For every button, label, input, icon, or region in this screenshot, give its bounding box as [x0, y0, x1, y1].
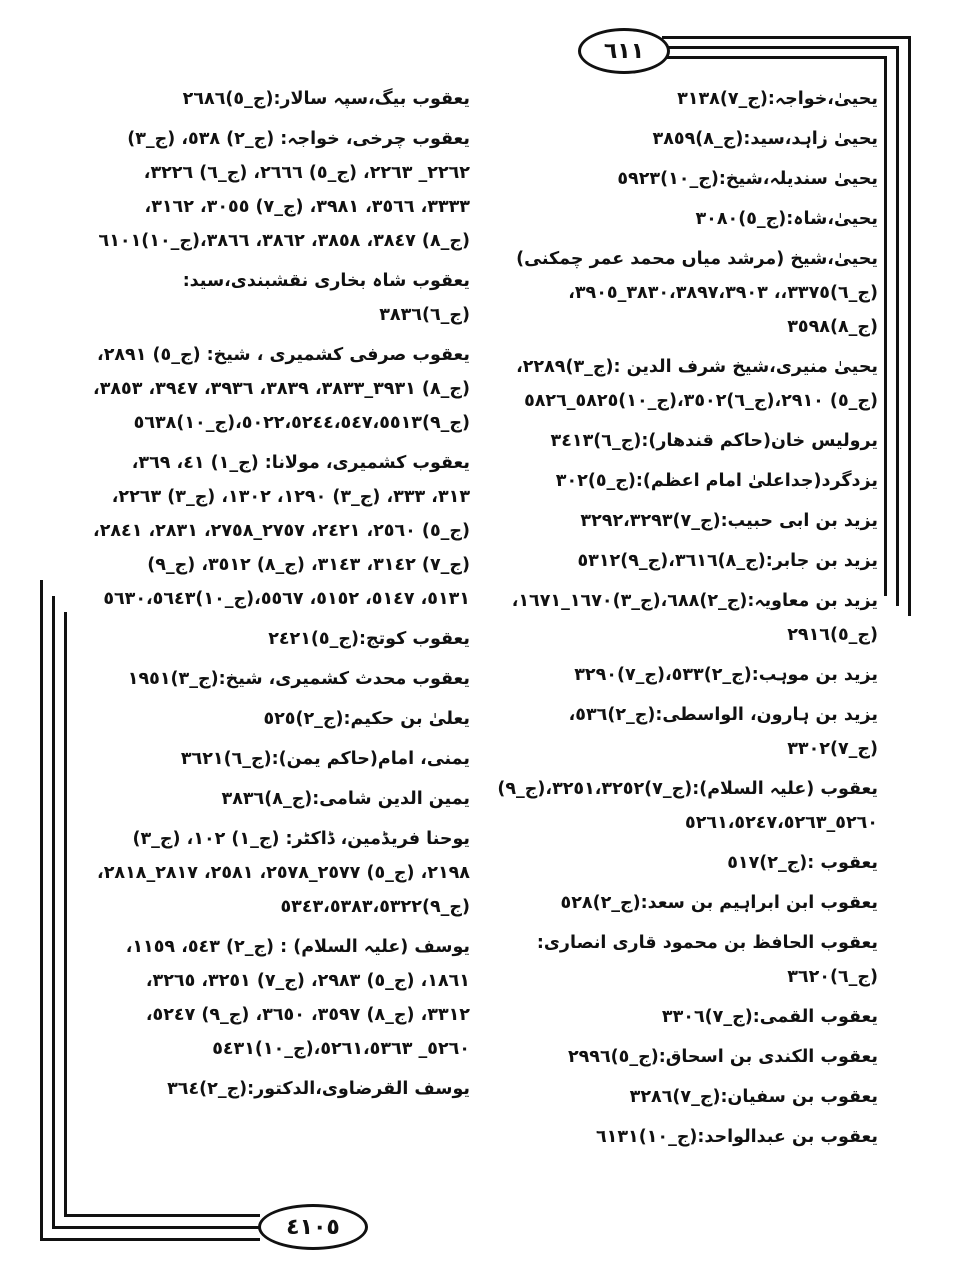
index-entry: یوحنا فریڈمین، ڈاکٹر: (ج_١) ١٠٢، (ج_٣) ٢١٩٨، (ج_٥) ٢٥٧٧_٢٥٧٨، ٢٥٨١، ٢٨١٧_٢٨١٨، (ج_٩)٥٣٤٣،٥٣٨٣،٥٣٢٢	[97, 829, 470, 917]
index-entry: یعقوب (علیہ السلام):(ج_٧)٣٢٥١،٣٢٥٢،(ج_٩) ٥٢٦٠_٥٢٦١،٥٢٤٧،٥٢٦٣	[497, 779, 878, 833]
index-entry: یحییٰ سندیلہ،شیخ:(ج_١٠)٥٩٢٣	[617, 169, 878, 189]
index-entry: یعقوب چرخی، خواجہ: (ج_٢) ٥٣٨، (ج_٣) ٢٢٦٢_ ٢٢٦٣، (ج_٥) ٢٦٦٦، (ج_٦) ٣٢٢٦، ٣٣٣٣، ٣٥٦٦، ٣٩٨١، (ج_٧) ٣٠٥٥، ٣١٦٢، (ج_٨) ٣٨٤٧، ٣٨٥٨، ٣٨٦٢، ٣٨٦٦،(ج_١٠)٦١٠١	[98, 129, 470, 251]
index-entry: یمین الدین شامی:(ج_٨)٣٨٣٦	[221, 789, 470, 809]
left-column	[92, 82, 470, 1112]
index-entry: یزید بن ابی حبیب:(ج_٧)٣٢٩٢،٣٢٩٣	[580, 511, 878, 531]
index-entry: یحییٰ زاہد،سید:(ج_٨)٣٨٥٩	[652, 129, 878, 149]
frame-right-line-3	[884, 56, 887, 596]
index-entry: یعقوب بیگ،سپہ سالار:(ج_٥)٢٦٨٦	[182, 89, 470, 109]
frame-top-line-3	[662, 56, 886, 59]
index-entry: یزدگرد(جداعلیٰ امام اعظم):(ج_٥)٣٠٢	[555, 471, 878, 491]
index-entry: یزید بن موہب:(ج_٢)٥٣٣،(ج_٧)٣٢٩٠	[574, 665, 878, 685]
footer-oval	[258, 1204, 368, 1250]
index-entry: یحییٰ،شاہ:(ج_٥)٣٠٨٠	[695, 209, 878, 229]
index-entry: یوسف (علیہ السلام) : (ج_٢) ٥٤٣، ١١٥٩، ١٨٦١، (ج_٥) ٢٩٨٣، (ج_٧) ٣٢٥١، ٣٢٦٥، ٣٣١٢، (ج_٨) ٣٥٩٧، ٣٦٥٠، (ج_٩) ٥٢٤٧، ٥٢٦٠_ ٥٢٦١،٥٣٦٣،(ج_١٠)٥٤٣١	[125, 937, 470, 1059]
index-entry: یعلیٰ بن حکیم:(ج_٢)٥٢٥	[263, 709, 470, 729]
frame-top-line-1	[662, 36, 910, 39]
frame-bottom-line-1	[40, 1238, 260, 1241]
frame-bottom-line-3	[64, 1214, 260, 1217]
index-entry: یعقوب صرفی کشمیری ، شیخ: (ج_٥) ٢٨٩١، (ج_٨) ٣٩٣١_٣٨٣٣، ٣٨٣٩، ٣٩٣٦، ٣٩٤٧، ٣٨٥٣، (ج_٩)٥٠٢٢،٥٢٤٤،٥٤٧،٥٥١٣،(ج_١٠)٥٦٣٨	[93, 345, 470, 433]
index-entry: یعقوب محدث کشمیری، شیخ:(ج_٣)١٩٥١	[127, 669, 470, 689]
index-entry: یمنی، امام(حاکم یمن):(ج_٦)٣٦٢١	[180, 749, 470, 769]
index-entry: یزید بن ہارون، الواسطی:(ج_٢)٥٣٦،(ج_٧)٣٣٠٢	[568, 705, 878, 759]
index-entry: یزید بن جابر:(ج_٨)٣٦١٦،(ج_٩)٥٣١٢	[577, 551, 878, 571]
frame-left-line-3	[64, 612, 67, 1216]
index-entry: یعقوب بن عبدالواحد:(ج_١٠)٦١٣١	[595, 1127, 878, 1147]
index-entry: یحییٰ،خواجہ:(ج_٧)٣١٣٨	[677, 89, 878, 109]
frame-right-line-2	[896, 46, 899, 606]
index-entry: یعقوب کشمیری، مولانا: (ج_١) ٤١، ٣٦٩، ٣١٣، ٣٣٣، (ج_٣) ١٢٩٠، ١٣٠٢، (ج_٣) ٢٢٦٣، (ج_٥) ٢٥٦٠، ٢٤٢١، ٢٧٥٧_٢٧٥٨، ٢٨٣١، ٢٨٤١، (ج_٧) ٣١٤٢، ٣١٤٣، (ج_٨) ٣٥١٢، (ج_٩) ٥١٣١، ٥١٤٧، ٥١٥٢، ٥٥٦٧،(ج_١٠)٥٦٣٠،٥٦٤٣	[93, 453, 470, 609]
frame-right-line-1	[908, 36, 911, 616]
frame-top-line-2	[662, 46, 898, 49]
index-entry: یعقوب کوتج:(ج_٥)٢٤٢١	[268, 629, 470, 649]
index-entry: یعقوب القمی:(ج_٧)٣٣٠٦	[661, 1007, 878, 1027]
frame-left-line-1	[40, 580, 43, 1240]
index-entry: یعقوب شاہ بخاری نقشبندی،سید:(ج_٦)٣٨٣٦	[182, 271, 470, 325]
frame-bottom-line-2	[52, 1226, 260, 1229]
index-entry: یوسف القرضاوی،الدکتور:(ج_٢)٣٦٤	[167, 1079, 470, 1099]
index-entry: یعقوب بن سفیان:(ج_٧)٣٢٨٦	[629, 1087, 878, 1107]
page-number: ٦١١	[603, 38, 645, 64]
index-entry: یحییٰ،شیخ (مرشد میاں محمد عمر چمکنی) (ج_٦)٣٣٧٥،، ٣٨٣٠،٣٨٩٧،٣٩٠٣_٣٩٠٥،(ج_٨)٣٥٩٨	[516, 249, 878, 337]
index-entry: یعقوب الحافظ بن محمود قاری انصاری:(ج_٦)٣٦٢٠	[536, 933, 878, 987]
index-entry: یرولیس خان(حاکم قندھار):(ج_٦)٣٤١٣	[550, 431, 878, 451]
index-entry: یزید بن معاویہ:(ج_٢)٦٨٨،(ج_٣)١٦٧٠_١٦٧١، (ج_٥)٢٩١٦	[511, 591, 878, 645]
right-column	[490, 82, 878, 1160]
index-entry: یعقوب :(ج_٢)٥١٧	[727, 853, 878, 873]
index-entry: یعقوب الکندی بن اسحاق:(ج_٥)٢٩٩٦	[567, 1047, 878, 1067]
frame-left-line-2	[52, 596, 55, 1228]
page-number-oval	[578, 28, 670, 74]
footer-label: ٤١٠٥	[286, 1214, 340, 1240]
index-entry: یحییٰ منیری،شیخ شرف الدین :(ج_٣)٢٢٨٩،(ج_٥) ٢٩١٠،(ج_٦)٣٥٠٢،(ج_١٠)٥٨٢٥_٥٨٢٦	[516, 357, 878, 411]
index-entry: یعقوب ابن ابراہیم بن سعد:(ج_٢)٥٢٨	[560, 893, 878, 913]
